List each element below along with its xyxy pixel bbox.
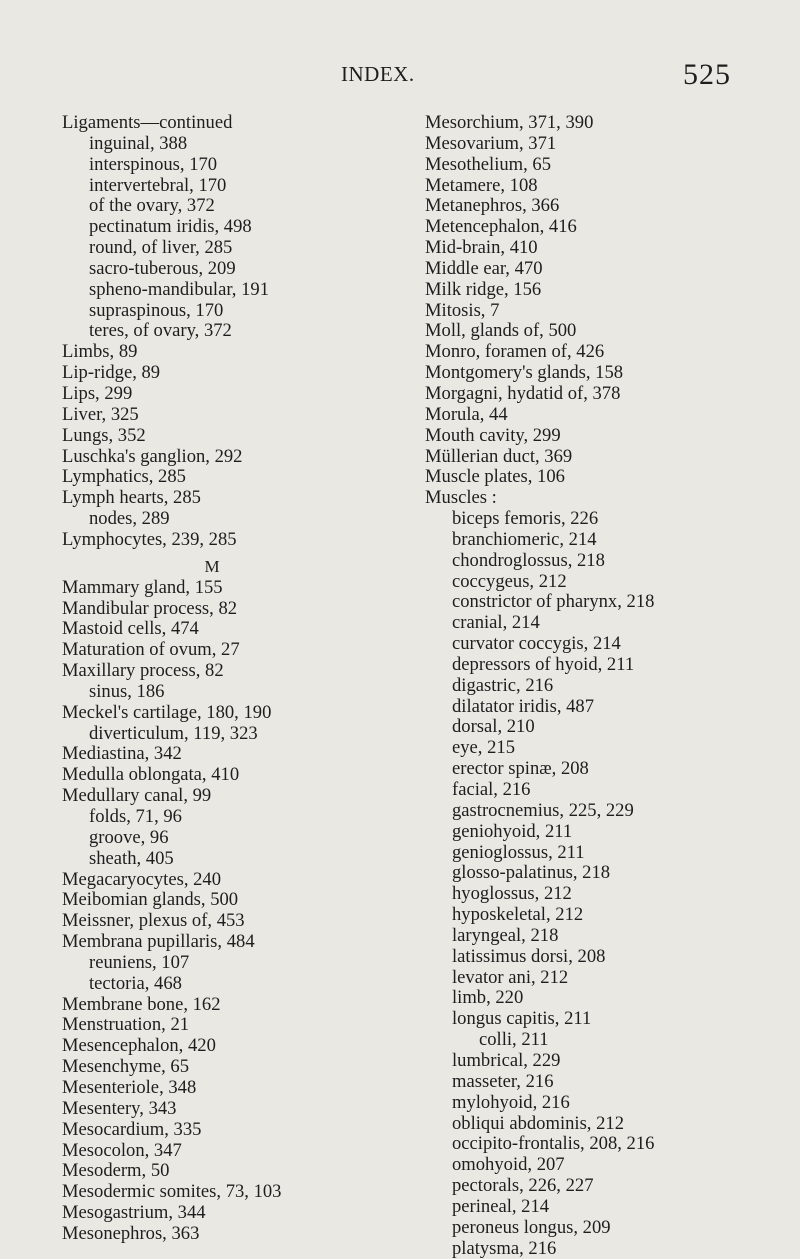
index-subentry: inguinal, 388 — [89, 132, 188, 154]
index-subentry: intervertebral, 170 — [89, 174, 227, 196]
index-subentry: dorsal, 210 — [452, 716, 535, 738]
index-subentry: omohyoid, 207 — [452, 1154, 565, 1176]
index-subentry: nodes, 289 — [89, 508, 170, 530]
index-subentry: occipito-frontalis, 208, 216 — [452, 1133, 655, 1155]
index-subentry: pectinatum iridis, 498 — [89, 216, 252, 238]
index-subentry: latissimus dorsi, 208 — [452, 945, 606, 967]
index-entry: Membrane bone, 162 — [62, 993, 221, 1015]
index-subentry: platysma, 216 — [452, 1237, 557, 1259]
index-entry: Mesenteriole, 348 — [62, 1076, 197, 1098]
index-subentry: spheno-mandibular, 191 — [89, 278, 269, 300]
index-entry: Metamere, 108 — [425, 174, 538, 196]
index-entry: Muscle plates, 106 — [425, 466, 565, 488]
index-subentry: tectoria, 468 — [89, 972, 182, 994]
index-subentry: pectorals, 226, 227 — [452, 1175, 594, 1197]
index-entry: Mesenchyme, 65 — [62, 1056, 190, 1078]
index-subentry: gastrocnemius, 225, 229 — [452, 799, 634, 821]
index-subentry: geniohyoid, 211 — [452, 820, 573, 842]
index-subentry: branchiomeric, 214 — [452, 528, 597, 550]
index-subentry: supraspinous, 170 — [89, 299, 224, 321]
index-subentry: limb, 220 — [452, 987, 524, 1009]
index-entry: Meibomian glands, 500 — [62, 889, 239, 911]
index-entry: Megacaryocytes, 240 — [62, 868, 222, 890]
index-entry: Mesodermic somites, 73, 103 — [62, 1181, 282, 1203]
index-subentry: obliqui abdominis, 212 — [452, 1112, 624, 1134]
index-subentry: hyposkeletal, 212 — [452, 904, 584, 926]
index-entry: Metanephros, 366 — [425, 195, 560, 217]
index-column-right — [425, 113, 654, 1259]
index-subentry: round, of liver, 285 — [89, 237, 233, 259]
index-entry: Mesonephros, 363 — [62, 1222, 200, 1244]
index-entry: Müllerian duct, 369 — [425, 445, 573, 467]
index-entry: Medulla oblongata, 410 — [62, 764, 240, 786]
index-entry: Mesogastrium, 344 — [62, 1202, 206, 1224]
index-entry: Lymph hearts, 285 — [62, 487, 201, 509]
index-entry: Mitosis, 7 — [425, 299, 500, 321]
section-heading-m: M — [204, 556, 220, 576]
index-subentry: cranial, 214 — [452, 612, 540, 634]
page-number: 525 — [683, 58, 731, 91]
index-subentry: groove, 96 — [89, 826, 169, 848]
index-subentry: of the ovary, 372 — [89, 195, 215, 217]
index-subentry: perineal, 214 — [452, 1195, 550, 1217]
index-subentry: eye, 215 — [452, 737, 515, 759]
index-entry: Meckel's cartilage, 180, 190 — [62, 701, 272, 723]
index-subentry: reuniens, 107 — [89, 951, 190, 973]
index-subentry: sinus, 186 — [89, 680, 165, 702]
index-entry: Mesocardium, 335 — [62, 1118, 202, 1140]
index-entry: Maxillary process, 82 — [62, 660, 224, 682]
running-head: INDEX. — [341, 62, 415, 86]
index-entry: Milk ridge, 156 — [425, 278, 542, 300]
index-entry: Mesentery, 343 — [62, 1097, 177, 1119]
index-entry: Medullary canal, 99 — [62, 785, 212, 807]
index-entry: Liver, 325 — [62, 403, 139, 425]
index-entry: Montgomery's glands, 158 — [425, 362, 624, 384]
index-subentry: sacro-tuberous, 209 — [89, 257, 236, 279]
index-subentry: curvator coccygis, 214 — [452, 633, 621, 655]
index-entry: Mesencephalon, 420 — [62, 1035, 216, 1057]
index-entry: Lymphatics, 285 — [62, 466, 186, 488]
index-subentry: folds, 71, 96 — [89, 806, 182, 827]
index-entry: Menstruation, 21 — [62, 1014, 190, 1036]
index-entry: Mediastina, 342 — [62, 743, 182, 765]
index-subentry: biceps femoris, 226 — [452, 508, 599, 530]
index-entry: Membrana pupillaris, 484 — [62, 931, 255, 953]
index-subentry: masseter, 216 — [452, 1070, 554, 1092]
page-header — [0, 58, 800, 98]
index-entry: Mesorchium, 371, 390 — [425, 112, 594, 133]
index-subentry: teres, of ovary, 372 — [89, 320, 232, 342]
index-column-left — [62, 113, 362, 1245]
index-entry: Mesovarium, 371 — [425, 132, 557, 154]
index-entry: Monro, foramen of, 426 — [425, 341, 605, 363]
index-subentry: mylohyoid, 216 — [452, 1091, 570, 1113]
index-entry: Muscles : — [425, 487, 497, 509]
index-entry: Mandibular process, 82 — [62, 597, 238, 619]
index-subentry: genioglossus, 211 — [452, 841, 585, 863]
index-subentry: coccygeus, 212 — [452, 570, 567, 592]
index-subentry: glosso-palatinus, 218 — [452, 862, 611, 884]
index-entry: Lips, 299 — [62, 382, 133, 404]
index-subentry: lumbrical, 229 — [452, 1049, 561, 1071]
index-subentry: hyoglossus, 212 — [452, 883, 572, 905]
index-subentry: laryngeal, 218 — [452, 924, 559, 946]
index-entry: Limbs, 89 — [62, 341, 138, 363]
index-entry: Mid-brain, 410 — [425, 237, 538, 259]
index-subentry: erector spinæ, 208 — [452, 758, 589, 780]
index-entry: Moll, glands of, 500 — [425, 320, 577, 342]
index-subentry: peroneus longus, 209 — [452, 1216, 611, 1238]
index-entry: Lip-ridge, 89 — [62, 362, 161, 384]
index-subentry: depressors of hyoid, 211 — [452, 653, 635, 675]
index-entry: Lungs, 352 — [62, 424, 146, 446]
index-entry: Mesothelium, 65 — [425, 153, 552, 175]
index-entry: Mouth cavity, 299 — [425, 424, 561, 446]
index-entry: Morgagni, hydatid of, 378 — [425, 382, 621, 404]
index-entry: Mammary gland, 155 — [62, 576, 223, 598]
index-entry: Mesoderm, 50 — [62, 1160, 170, 1182]
index-entry: Mesocolon, 347 — [62, 1139, 182, 1161]
index-subentry: levator ani, 212 — [452, 966, 569, 988]
index-entry: Luschka's ganglion, 292 — [62, 445, 243, 467]
index-entry: Metencephalon, 416 — [425, 216, 577, 238]
index-subentry: facial, 216 — [452, 779, 531, 800]
index-entry: Ligaments—continued — [62, 112, 233, 133]
index-entry: Morula, 44 — [425, 403, 508, 425]
index-entry: Lymphocytes, 239, 285 — [62, 528, 237, 550]
index-subentry: dilatator iridis, 487 — [452, 695, 595, 717]
index-subentry: longus capitis, 211 — [452, 1008, 592, 1030]
index-subentry: digastric, 216 — [452, 674, 554, 696]
index-entry: Middle ear, 470 — [425, 257, 543, 279]
index-subentry: constrictor of pharynx, 218 — [452, 591, 655, 613]
index-entry: Maturation of ovum, 27 — [62, 639, 240, 661]
index-subentry: chondroglossus, 218 — [452, 549, 605, 571]
index-entry: Meissner, plexus of, 453 — [62, 910, 245, 932]
index-subentry: diverticulum, 119, 323 — [89, 722, 258, 744]
index-subentry: interspinous, 170 — [89, 153, 218, 175]
index-subentry: colli, 211 — [479, 1029, 549, 1051]
index-entry: Mastoid cells, 474 — [62, 618, 199, 640]
index-subentry: sheath, 405 — [89, 847, 174, 869]
